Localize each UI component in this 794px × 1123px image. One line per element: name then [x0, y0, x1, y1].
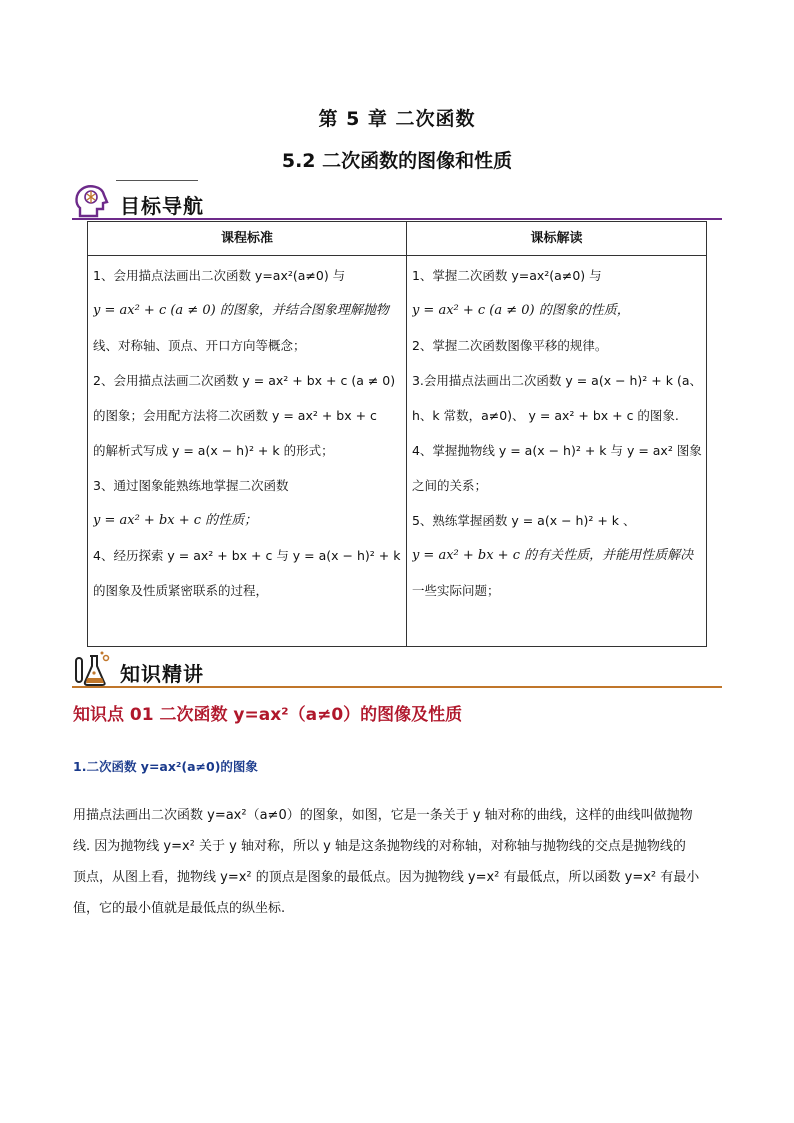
cell-line: y = ax² + c (a ≠ 0) 的图象，并结合图象理解抛物 [93, 303, 389, 318]
orange-divider [72, 686, 722, 688]
section-title: 5.2 二次函数的图像和性质 [281, 150, 513, 172]
header-overline [116, 180, 198, 181]
body-paragraph [73, 800, 723, 924]
col2-cell [406, 256, 706, 647]
col1-header: 课程标准 [88, 222, 407, 256]
cell-line: y = ax² + c (a ≠ 0) 的图象的性质， [411, 303, 630, 318]
cell-line: 3.会用描点法画出二次函数 y = a(x − h)² + k (a、 [411, 373, 702, 388]
col2-header: 课标解读 [406, 222, 706, 256]
cell-line: 1、会用描点法画出二次函数 y=ax²(a≠0) 与 [93, 268, 346, 283]
cell-line: 的图象及性质紧密联系的过程， [93, 583, 269, 598]
knowledge-section-label: 知识精讲 [120, 662, 204, 686]
cell-line: 5、熟练掌握函数 y = a(x − h)² + k 、 [411, 513, 636, 528]
cell-line: 4、掌握抛物线 y = a(x − h)² + k 与 y = ax² 图象 [411, 443, 702, 458]
subsection-title: 1.二次函数 y=ax²(a≠0)的图象 [73, 759, 258, 774]
paragraph-line: 顶点，从图上看，抛物线 y=x² 的顶点是图象的最低点。因为抛物线 y=x² 有最低点，所以函数 y=x² 有最小 [73, 870, 700, 885]
cell-line: 线、对称轴、顶点、开口方向等概念； [93, 338, 306, 353]
paragraph-line: 值，它的最小值就是最低点的纵坐标. [73, 901, 286, 916]
cell-line: 2、掌握二次函数图像平移的规律。 [411, 338, 608, 353]
goal-section-label: 目标导航 [120, 194, 204, 218]
cell-line: 4、经历探索 y = ax² + bx + c 与 y = a(x − h)² + k [93, 548, 401, 563]
lab-flask-icon [72, 650, 112, 690]
knowledge-point-title: 知识点 01 二次函数 y=ax²（a≠0）的图像及性质 [73, 705, 463, 725]
cell-line: 之间的关系； [411, 478, 487, 493]
paragraph-line: 用描点法画出二次函数 y=ax²（a≠0）的图象，如图，它是一条关于 y 轴对称的曲线，这样的曲线叫做抛物 [73, 808, 693, 823]
cell-line: 的解析式写成 y = a(x − h)² + k 的形式； [93, 443, 334, 458]
chapter-title: 第 5 章 二次函数 [318, 108, 476, 130]
knowledge-section-header [72, 650, 722, 690]
col1-cell [88, 256, 407, 647]
table-header-row [88, 222, 707, 256]
paragraph-line: 线. 因为抛物线 y=x² 关于 y 轴对称，所以 y 轴是这条抛物线的对称轴，对称轴与抛物线的交点是抛物线的 [73, 839, 686, 854]
cell-line: 3、通过图象能熟练地掌握二次函数 [93, 478, 289, 493]
cell-line: 一些实际问题； [411, 583, 500, 598]
cell-line: y = ax² + bx + c 的性质； [93, 513, 258, 528]
cell-line: 的图象；会用配方法将二次函数 y = ax² + bx + c [93, 408, 377, 423]
standards-table [87, 221, 707, 647]
cell-line: h、k 常数，a≠0)、 y = ax² + bx + c 的图象. [411, 408, 679, 423]
table-row [88, 256, 707, 647]
goal-section-header [72, 182, 722, 222]
head-brain-icon [72, 182, 112, 222]
purple-divider [72, 218, 722, 220]
cell-line: 2、会用描点法画二次函数 y = ax² + bx + c (a ≠ 0) [93, 373, 396, 388]
cell-line: 1、掌握二次函数 y=ax²(a≠0) 与 [411, 268, 602, 283]
cell-line: y = ax² + bx + c 的有关性质，并能用性质解决 [411, 548, 694, 563]
